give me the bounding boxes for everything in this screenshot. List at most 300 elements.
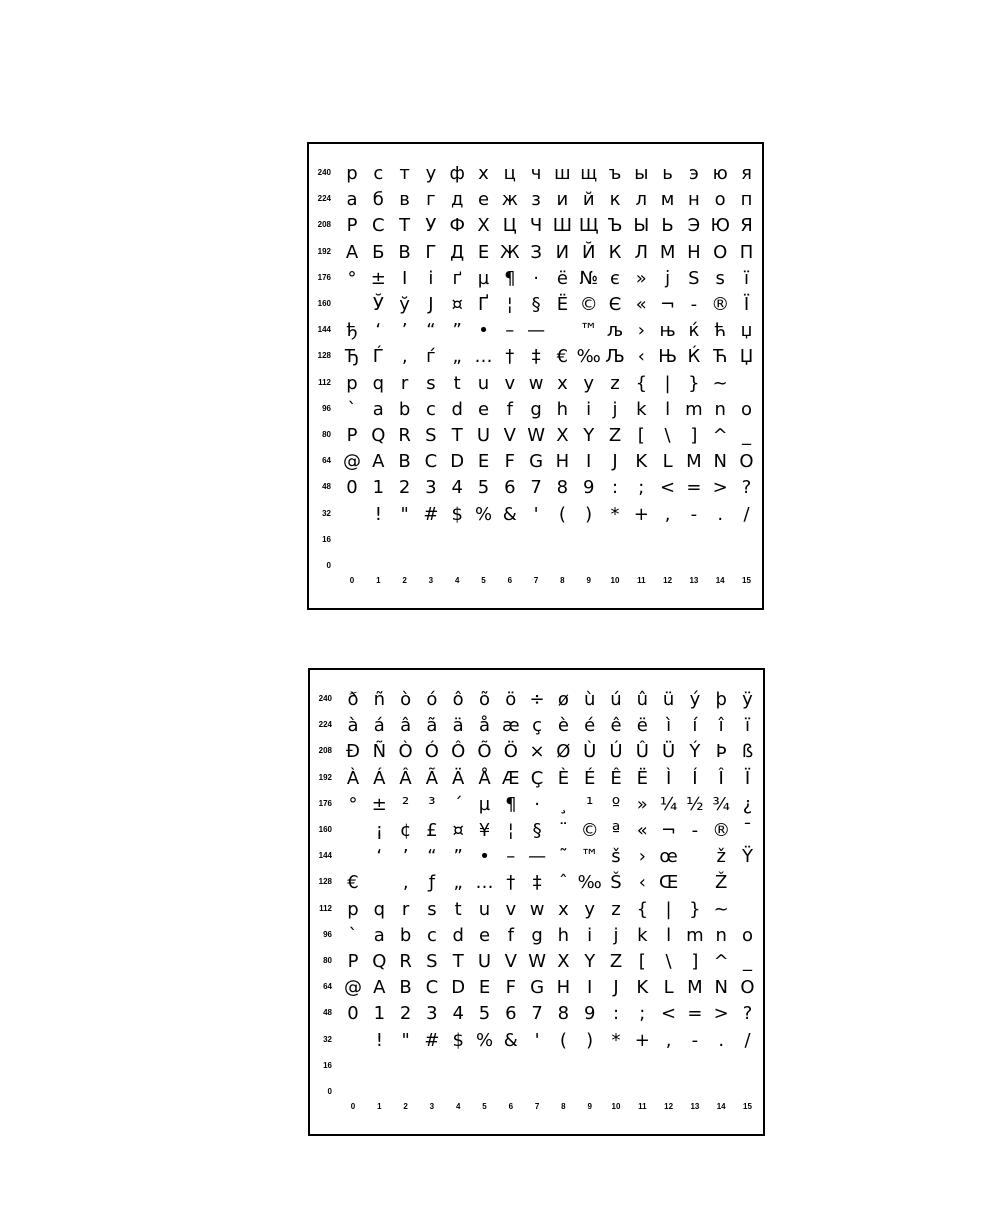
glyph-cell: У: [425, 215, 437, 237]
glyph-cell: ‘: [376, 846, 383, 868]
glyph-cell: ш: [554, 163, 571, 184]
glyph-cell: ö: [505, 689, 517, 710]
glyph-cell: ‹: [638, 872, 646, 894]
glyph-cell: Г: [425, 241, 437, 263]
glyph-cell: ‰: [576, 346, 601, 368]
glyph-cell: ñ: [373, 689, 385, 710]
glyph-cell: ]: [690, 425, 698, 446]
column-label: 12: [664, 1102, 674, 1111]
glyph-cell: `: [348, 924, 358, 946]
glyph-cell: ¤: [451, 294, 463, 315]
glyph-cell: ¶: [504, 267, 516, 289]
glyph-cell: [: [637, 425, 645, 446]
glyph-cell: I: [587, 977, 593, 999]
glyph-cell: ь: [662, 163, 673, 184]
glyph-cell: \: [664, 425, 671, 446]
glyph-cell: Ý: [689, 741, 701, 763]
glyph-cell: Ы: [633, 215, 650, 237]
row-label: 64: [323, 982, 332, 992]
glyph-cell: ‹: [637, 346, 645, 368]
glyph-cell: å: [478, 715, 491, 737]
glyph-cell: с: [373, 163, 384, 184]
row-label: 224: [318, 720, 332, 730]
glyph-cell: ¾: [712, 793, 730, 815]
glyph-cell: ?: [741, 477, 752, 499]
glyph-cell: ћ: [714, 320, 727, 342]
glyph-cell: z: [610, 372, 620, 394]
glyph-cell: 6: [505, 1003, 517, 1025]
glyph-cell: €: [347, 872, 359, 894]
glyph-cell: Ш: [552, 215, 573, 237]
glyph-cell: Ð: [346, 741, 360, 763]
glyph-cell: ): [585, 503, 593, 525]
glyph-cell: Ú: [609, 741, 623, 763]
glyph-cell: К: [608, 241, 622, 263]
row-label: 208: [318, 746, 332, 756]
glyph-cell: 5: [477, 477, 490, 499]
glyph-cell: И: [555, 241, 570, 263]
glyph-cell: Ч: [529, 215, 543, 237]
glyph-cell: ê: [610, 715, 622, 737]
glyph-cell: щ: [580, 163, 598, 184]
glyph-cell: ˜: [558, 846, 568, 868]
glyph-cell: Õ: [477, 741, 492, 763]
glyph-cell: t: [454, 898, 462, 920]
glyph-cell: ј: [665, 267, 671, 289]
glyph-cell: U: [476, 425, 491, 446]
glyph-cell: Њ: [658, 346, 677, 368]
glyph-cell: =: [686, 477, 702, 499]
glyph-cell: С: [372, 215, 385, 237]
glyph-cell: H: [556, 977, 571, 999]
glyph-cell: §: [532, 820, 542, 841]
glyph-cell: O: [739, 451, 754, 473]
glyph-cell: /: [744, 1029, 751, 1051]
glyph-cell: е: [477, 189, 490, 211]
glyph-cell: 8: [557, 1003, 570, 1025]
glyph-cell: B: [399, 977, 412, 999]
glyph-cell: 7: [530, 477, 542, 499]
glyph-cell: Ã: [425, 767, 439, 789]
glyph-cell: ©: [580, 820, 599, 841]
column-label: 4: [454, 576, 460, 585]
glyph-cell: •: [478, 320, 489, 342]
glyph-cell: n: [715, 924, 727, 946]
column-label: 6: [507, 576, 513, 585]
glyph-cell: ": [401, 1029, 410, 1051]
glyph-cell: š: [611, 846, 621, 868]
glyph-cell: Ë: [636, 767, 648, 789]
glyph-cell: g: [530, 398, 542, 420]
glyph-cell: L: [663, 977, 674, 999]
glyph-cell: ª: [611, 820, 621, 841]
glyph-cell: Y: [584, 951, 596, 972]
row-label: 240: [318, 694, 332, 703]
glyph-cell: ¤: [452, 820, 464, 841]
glyph-cell: >: [712, 477, 728, 499]
glyph-cell: Й: [581, 241, 596, 263]
column-label: 15: [743, 1102, 752, 1111]
glyph-cell: ¿: [742, 793, 753, 815]
glyph-cell: Ђ: [344, 346, 360, 368]
glyph-cell: u: [477, 372, 490, 394]
glyph-cell: -: [690, 294, 698, 315]
glyph-cell: Т: [399, 215, 411, 237]
glyph-cell: U: [477, 951, 492, 972]
glyph-cell: ¸: [558, 793, 568, 815]
glyph-cell: ‘: [375, 320, 382, 342]
glyph-cell: Ü: [662, 741, 676, 763]
glyph-cell: D: [450, 451, 465, 473]
glyph-cell: Ö: [503, 741, 518, 763]
glyph-cell: 6: [504, 477, 516, 499]
row-label: 128: [317, 351, 331, 361]
glyph-cell: Ï: [744, 767, 751, 789]
glyph-cell: *: [610, 503, 620, 525]
glyph-cell: J: [612, 451, 618, 473]
glyph-cell: Z: [609, 951, 623, 972]
row-label: 160: [318, 825, 332, 834]
glyph-cell: …: [474, 346, 493, 368]
glyph-cell: }: [688, 372, 700, 394]
glyph-cell: п: [740, 189, 753, 211]
glyph-cell: а: [346, 189, 358, 211]
glyph-cell: ‡: [532, 872, 542, 894]
glyph-cell: m: [686, 924, 704, 946]
glyph-cell: K: [636, 977, 649, 999]
glyph-cell: ´: [453, 793, 463, 815]
glyph-cell: ç: [532, 715, 543, 737]
glyph-cell: ¡: [375, 820, 383, 841]
charset-table-cyrillic: [307, 142, 764, 610]
glyph-cell: f: [507, 924, 514, 946]
glyph-cell: В: [398, 241, 411, 263]
glyph-cell: h: [556, 398, 569, 420]
glyph-cell: “: [427, 846, 437, 868]
glyph-cell: Y: [583, 425, 595, 446]
glyph-cell: ;: [639, 1003, 646, 1025]
glyph-cell: :: [612, 1003, 620, 1025]
glyph-cell: µ: [478, 793, 491, 815]
glyph-cell: M: [687, 977, 703, 999]
column-label: 3: [428, 576, 434, 585]
glyph-cell: p: [347, 898, 359, 920]
glyph-cell: ^: [712, 425, 728, 446]
glyph-cell: £: [426, 820, 438, 841]
row-label: 176: [317, 272, 331, 282]
glyph-cell: r: [401, 898, 410, 920]
glyph-cell: Н: [687, 241, 701, 263]
glyph-cell: w: [529, 898, 545, 920]
glyph-cell: Z: [608, 425, 622, 446]
glyph-cell: í: [692, 715, 698, 737]
glyph-cell: 4: [451, 477, 463, 499]
glyph-cell: %: [474, 503, 493, 525]
glyph-cell: 5: [478, 1003, 491, 1025]
glyph-cell: I: [586, 451, 592, 473]
glyph-cell: À: [346, 767, 360, 789]
glyph-cell: ¦: [507, 820, 514, 841]
glyph-cell: ú: [610, 689, 622, 710]
row-label: 176: [318, 798, 332, 808]
row-label: 160: [317, 299, 331, 308]
row-label: 0: [327, 1087, 332, 1096]
glyph-cell: ]: [691, 951, 699, 972]
glyph-cell: ¹: [586, 793, 594, 815]
glyph-cell: þ: [715, 689, 727, 710]
glyph-cell: №: [579, 267, 599, 289]
glyph-cell: f: [506, 398, 513, 420]
glyph-cell: ґ: [452, 267, 462, 289]
glyph-cell: ю: [712, 163, 728, 184]
glyph-cell: ƒ: [428, 872, 436, 894]
glyph-cell: з: [531, 189, 541, 211]
glyph-cell: л: [635, 189, 648, 211]
row-label: 48: [322, 482, 331, 492]
glyph-cell: ": [400, 503, 409, 525]
column-label: 14: [716, 1102, 726, 1111]
glyph-cell: Å: [478, 767, 491, 789]
glyph-cell: l: [665, 398, 671, 420]
glyph-cell: M: [686, 451, 702, 473]
glyph-cell: „: [452, 346, 462, 368]
glyph-cell: (: [558, 503, 566, 525]
column-label: 1: [377, 1102, 382, 1111]
glyph-cell: м: [660, 189, 675, 211]
glyph-cell: ¬: [661, 820, 677, 841]
glyph-cell: !: [374, 503, 382, 525]
row-label: 0: [326, 561, 331, 570]
column-label: 13: [690, 1102, 700, 1111]
glyph-cell: µ: [477, 267, 490, 289]
glyph-cell: D: [451, 977, 466, 999]
glyph-cell: Q: [371, 425, 386, 446]
glyph-cell: @: [343, 451, 361, 473]
glyph-cell: 7: [531, 1003, 543, 1025]
glyph-cell: 0: [347, 1003, 359, 1025]
row-label: 80: [323, 956, 332, 965]
glyph-cell: _: [743, 951, 752, 972]
row-label: 112: [318, 377, 331, 387]
glyph-cell: ±: [371, 793, 387, 815]
glyph-cell: B: [398, 451, 411, 473]
glyph-cell: t: [453, 372, 461, 394]
glyph-cell: y: [584, 898, 596, 920]
glyph-cell: э: [688, 163, 699, 184]
glyph-cell: »: [635, 267, 647, 289]
glyph-cell: Я: [740, 215, 753, 237]
glyph-cell: ќ: [688, 320, 700, 342]
glyph-cell: %: [475, 1029, 494, 1051]
glyph-cell: o: [741, 924, 753, 946]
glyph-cell: ж: [501, 189, 518, 211]
glyph-cell: R: [399, 951, 412, 972]
row-label: 96: [322, 403, 331, 413]
glyph-cell: V: [503, 425, 516, 446]
glyph-cell: y: [583, 372, 595, 394]
glyph-cell: њ: [659, 320, 676, 342]
glyph-cell: é: [584, 715, 596, 737]
glyph-cell: !: [375, 1029, 383, 1051]
glyph-cell: Ñ: [372, 741, 387, 763]
glyph-cell: â: [400, 715, 412, 737]
column-label: 2: [402, 576, 407, 585]
row-label: 32: [323, 1034, 332, 1044]
glyph-cell: V: [504, 951, 517, 972]
row-label: 32: [322, 508, 331, 518]
glyph-cell: q: [372, 372, 385, 394]
glyph-cell: L: [662, 451, 673, 473]
glyph-cell: Ѓ: [372, 346, 384, 368]
glyph-cell: ½: [686, 793, 704, 815]
column-label: 1: [376, 576, 381, 585]
row-label: 48: [323, 1008, 332, 1018]
glyph-cell: ±: [370, 267, 386, 289]
glyph-cell: ђ: [346, 320, 358, 342]
column-label: 14: [715, 576, 725, 585]
glyph-cell: ‚: [402, 872, 409, 894]
glyph-cell: ‡: [531, 346, 541, 368]
glyph-cell: Ø: [556, 741, 571, 763]
glyph-cell: ®: [712, 820, 731, 841]
glyph-cell: Р: [346, 215, 358, 237]
glyph-cell: j: [612, 398, 618, 420]
glyph-cell: G: [530, 977, 545, 999]
glyph-cell: А: [345, 241, 359, 263]
glyph-cell: І: [401, 267, 408, 289]
column-label: 15: [742, 576, 751, 585]
glyph-cell: Ç: [530, 767, 544, 789]
glyph-cell: -: [690, 503, 698, 525]
glyph-cell: Ґ: [478, 294, 489, 315]
column-label: 11: [637, 576, 646, 585]
row-label: 80: [322, 430, 331, 439]
glyph-cell: ¯: [743, 820, 752, 841]
glyph-cell: C: [425, 977, 439, 999]
glyph-cell: Ъ: [607, 215, 623, 237]
glyph-cell: }: [689, 898, 701, 920]
glyph-cell: z: [611, 898, 621, 920]
charset-table-latin: [308, 668, 765, 1136]
glyph-cell: Ї: [743, 294, 750, 315]
glyph-cell: r: [400, 372, 409, 394]
glyph-cell: ё: [556, 267, 568, 289]
column-label: 8: [561, 1102, 566, 1111]
glyph-cell: á: [373, 715, 385, 737]
glyph-cell: u: [478, 898, 491, 920]
glyph-cell: ¬: [660, 294, 676, 315]
glyph-cell: ×: [529, 741, 545, 763]
glyph-cell: Ь: [661, 215, 674, 237]
glyph-cell: ¦: [506, 294, 513, 315]
glyph-cell: è: [557, 715, 569, 737]
glyph-cell: x: [557, 372, 568, 394]
glyph-cell: ”: [453, 846, 463, 868]
glyph-cell: Û: [635, 741, 649, 763]
row-label: 208: [317, 220, 331, 230]
glyph-cell: R: [398, 425, 411, 446]
glyph-cell: ›: [638, 846, 646, 868]
glyph-cell: 0: [346, 477, 358, 499]
glyph-cell: 1: [372, 477, 385, 499]
glyph-cell: …: [475, 872, 494, 894]
glyph-cell: Ä: [452, 767, 465, 789]
glyph-cell: #: [424, 1029, 440, 1051]
glyph-cell: –: [505, 320, 515, 342]
glyph-cell: љ: [606, 320, 624, 342]
glyph-cell: p: [346, 372, 358, 394]
glyph-cell: •: [479, 846, 490, 868]
glyph-cell: O: [740, 977, 755, 999]
glyph-cell: =: [687, 1003, 703, 1025]
glyph-cell: О: [713, 241, 728, 263]
glyph-cell: s: [426, 372, 436, 394]
glyph-cell: :: [611, 477, 619, 499]
glyph-cell: ‚: [401, 346, 408, 368]
glyph-cell: Ќ: [687, 346, 701, 368]
glyph-cell: Ô: [451, 741, 466, 763]
glyph-cell: ‰: [577, 872, 602, 894]
glyph-cell: §: [531, 294, 541, 315]
glyph-cell: 9: [582, 477, 595, 499]
glyph-cell: ¨: [558, 820, 568, 841]
glyph-cell: ї: [743, 267, 749, 289]
glyph-cell: N: [713, 451, 727, 473]
glyph-cell: X: [557, 951, 570, 972]
glyph-cell: €: [556, 346, 569, 368]
glyph-cell: |: [664, 372, 671, 394]
row-label: 64: [322, 456, 331, 466]
column-label: 0: [349, 576, 355, 585]
glyph-cell: -: [691, 1029, 699, 1051]
glyph-cell: W: [527, 425, 545, 446]
glyph-cell: 2: [399, 1003, 412, 1025]
glyph-cell: “: [426, 320, 436, 342]
glyph-cell: б: [372, 189, 384, 211]
glyph-cell: ': [533, 503, 539, 525]
glyph-cell: ò: [400, 689, 412, 710]
glyph-cell: Á: [373, 767, 386, 789]
row-label: 96: [323, 929, 332, 939]
glyph-cell: Љ: [605, 346, 625, 368]
glyph-cell: +: [633, 503, 649, 525]
glyph-cell: ®: [711, 294, 730, 315]
glyph-cell: E: [477, 451, 490, 473]
glyph-cell: _: [742, 425, 751, 446]
glyph-cell: я: [741, 163, 752, 184]
glyph-cell: v: [505, 898, 517, 920]
glyph-cell: A: [373, 977, 386, 999]
glyph-cell: ¶: [505, 793, 517, 815]
glyph-cell: ²: [401, 793, 410, 815]
glyph-cell: ў: [399, 294, 410, 315]
glyph-cell: s: [427, 898, 437, 920]
glyph-cell: a: [372, 398, 384, 420]
glyph-cell: <: [661, 1003, 677, 1025]
glyph-cell: Ž: [715, 872, 728, 894]
glyph-cell: Þ: [715, 741, 727, 763]
glyph-cell: ˆ: [558, 872, 568, 894]
glyph-cell: 3: [426, 1003, 438, 1025]
glyph-cell: ï: [744, 715, 750, 737]
glyph-cell: Џ: [739, 346, 754, 368]
glyph-cell: Í: [692, 767, 698, 789]
glyph-cell: 1: [373, 1003, 386, 1025]
glyph-cell: ц: [503, 163, 516, 184]
glyph-cell: ѕ: [715, 267, 725, 289]
glyph-cell: н: [688, 189, 700, 211]
glyph-cell: ð: [347, 689, 359, 710]
